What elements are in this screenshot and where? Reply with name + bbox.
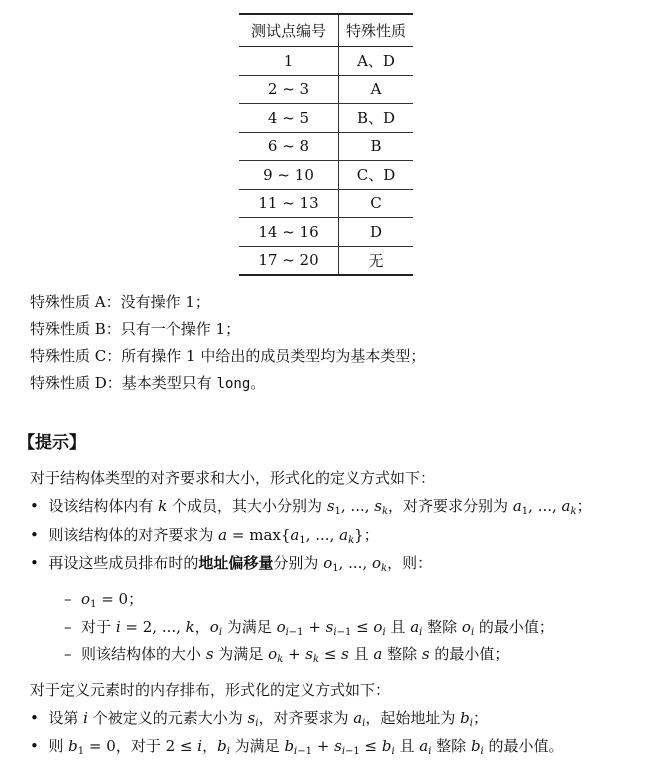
math: $b_i$ xyxy=(217,737,230,757)
math: $o_i$ xyxy=(373,618,386,638)
text: ； xyxy=(363,526,379,544)
math: $b_i$ xyxy=(470,737,484,757)
text: 设第 xyxy=(48,709,84,727)
math: $b_i$ xyxy=(284,737,298,757)
dash-mark: – xyxy=(64,590,82,608)
element-bullet-2 xyxy=(30,735,564,756)
table-header-test-id: 测试点编号 xyxy=(239,14,339,47)
text: 整除 xyxy=(422,618,462,636)
table-row xyxy=(239,246,413,275)
text: ， xyxy=(202,737,218,755)
math: 1 xyxy=(299,535,306,546)
table-cell: 9 ~ 10 xyxy=(239,161,339,190)
table-row xyxy=(239,47,413,76)
math: + xyxy=(312,737,335,755)
math: s xyxy=(326,497,335,515)
struct-bullet-2 xyxy=(30,524,379,545)
text: 且 xyxy=(385,618,411,636)
text: ； xyxy=(128,590,144,608)
dash-item-3 xyxy=(64,643,509,664)
table-cell: 4 ~ 5 xyxy=(239,104,339,133)
property-d-code: long xyxy=(216,376,251,392)
math: $a_k$ xyxy=(339,526,355,546)
text: 为满足 xyxy=(213,645,269,663)
math: $a_i$ xyxy=(419,737,432,757)
text: ，对齐要求为 xyxy=(258,709,354,727)
math: ≤ xyxy=(351,618,374,636)
math: i xyxy=(197,737,203,755)
math: $o_k$ xyxy=(372,554,388,574)
table-row xyxy=(239,75,413,104)
math: i xyxy=(115,618,121,636)
table-cell: 2 ~ 3 xyxy=(239,75,339,104)
math: + xyxy=(283,645,306,663)
bullet-dot: • xyxy=(30,737,49,755)
math: = 0 xyxy=(96,590,129,608)
table-row xyxy=(239,218,413,247)
property-a: 特殊性质 A：没有操作 1； xyxy=(30,293,210,311)
bullet-dot: • xyxy=(30,526,49,544)
table-cell: A、D xyxy=(339,47,414,76)
math: $s_k$ xyxy=(305,645,320,665)
math: s xyxy=(341,645,349,663)
text: 且 xyxy=(348,645,374,663)
table-header-property: 特殊性质 xyxy=(339,14,414,47)
table-row xyxy=(239,161,413,190)
math: 1 xyxy=(334,506,341,517)
text: 为满足 xyxy=(222,618,277,636)
math: 2 ≤ xyxy=(165,737,198,755)
math: $s_i$ xyxy=(334,737,346,757)
math: $s_i$ xyxy=(325,618,337,638)
text: 再设这些成员排布时的 xyxy=(48,554,199,572)
text: 且 xyxy=(394,737,420,755)
dash-item-2 xyxy=(64,616,554,637)
text: 分别为 xyxy=(273,554,324,572)
math: a xyxy=(290,526,300,544)
table-cell: 无 xyxy=(339,246,414,275)
text: 个成员，其大小分别为 xyxy=(167,497,327,515)
math: $s_k$ xyxy=(374,497,389,517)
text: 则该结构体的对齐要求为 xyxy=(48,526,219,544)
math: , ..., xyxy=(338,554,372,572)
table-cell: B xyxy=(339,132,414,161)
math: o xyxy=(81,590,91,608)
struct-bullet-3 xyxy=(30,552,432,573)
table-cell: 17 ~ 20 xyxy=(239,246,339,275)
table-row xyxy=(239,132,413,161)
property-d-text: 特殊性质 D：基本类型只有 xyxy=(30,374,217,392)
text: 则 xyxy=(48,737,69,755)
text: 设该结构体内有 xyxy=(48,497,159,515)
math: s xyxy=(205,645,214,663)
math: , ..., xyxy=(305,526,340,544)
bullet-dot: • xyxy=(30,554,49,572)
text: ， xyxy=(194,618,210,636)
math: , ..., xyxy=(340,497,375,515)
text: ，对齐要求分别为 xyxy=(388,497,513,515)
text: 则该结构体的大小 xyxy=(81,645,206,663)
bullet-dot: • xyxy=(30,497,49,515)
math: $a_i$ xyxy=(353,709,366,729)
property-b: 特殊性质 B：只有一个操作 1； xyxy=(30,320,241,338)
math: 1 xyxy=(521,506,529,517)
table-cell: D xyxy=(339,218,414,247)
bold-term: 地址偏移量 xyxy=(198,554,274,572)
table-cell: A xyxy=(339,75,414,104)
math: 1 xyxy=(77,746,85,757)
text: 为满足 xyxy=(229,737,285,755)
math: + xyxy=(303,618,326,636)
dash-mark: – xyxy=(64,618,82,636)
text: 的最小值； xyxy=(474,618,554,636)
math: o xyxy=(323,554,333,572)
math: , ..., xyxy=(528,497,562,515)
text: 对于 xyxy=(81,618,116,636)
property-c: 特殊性质 C：所有操作 1 中给出的成员类型均为基本类型； xyxy=(30,347,426,365)
math: $o_i$ xyxy=(461,618,475,638)
table-row xyxy=(239,104,413,133)
math: −1 xyxy=(345,746,360,757)
math: b xyxy=(68,737,78,755)
math: a xyxy=(373,645,383,663)
text: ； xyxy=(576,497,592,515)
math: 1 xyxy=(332,563,339,574)
math: −1 xyxy=(297,746,312,757)
math: $a_k$ xyxy=(561,497,577,517)
math: k xyxy=(185,618,195,636)
text: 个被定义的元素大小为 xyxy=(87,709,248,727)
hint-heading: 【提示】 xyxy=(18,433,86,453)
table-cell: 6 ~ 8 xyxy=(239,132,339,161)
text: ，对于 xyxy=(115,737,166,755)
bullet-dot: • xyxy=(30,709,49,727)
text: ，则： xyxy=(387,554,433,572)
dash-item-1 xyxy=(64,588,143,609)
math: $b_i$ xyxy=(460,709,473,729)
text: 整除 xyxy=(431,737,471,755)
math: 1 xyxy=(90,599,97,610)
math: a xyxy=(218,526,228,544)
text: 整除 xyxy=(382,645,422,663)
table-cell: 14 ~ 16 xyxy=(239,218,339,247)
text: ，起始地址为 xyxy=(365,709,461,727)
math: ≤ xyxy=(319,645,342,663)
math: $o_i$ xyxy=(209,618,223,638)
math: −1 xyxy=(288,627,304,638)
table-cell: 1 xyxy=(239,47,339,76)
math: ≤ xyxy=(359,737,382,755)
math: $o_k$ xyxy=(268,645,284,665)
math: −1 xyxy=(336,627,352,638)
element-intro: 对于定义元素时的内存排布，形式化的定义方式如下： xyxy=(30,681,391,699)
text: ； xyxy=(472,709,488,727)
math: k xyxy=(158,497,168,515)
math: s xyxy=(421,645,430,663)
dash-mark: – xyxy=(64,645,82,663)
table-cell: 11 ~ 13 xyxy=(239,189,339,218)
element-bullet-1 xyxy=(30,707,488,728)
math: $b_i$ xyxy=(381,737,395,757)
text: 的最小值； xyxy=(429,645,510,663)
table-cell: C、D xyxy=(339,161,414,190)
math: } xyxy=(354,526,364,544)
property-d-suffix: 。 xyxy=(250,374,266,392)
math: = 0 xyxy=(84,737,116,755)
property-d xyxy=(30,372,265,393)
test-point-table xyxy=(239,13,413,276)
text: 的最小值。 xyxy=(483,737,564,755)
math: $s_i$ xyxy=(247,709,259,729)
table-cell: C xyxy=(339,189,414,218)
math: i xyxy=(83,709,88,727)
math: = 2, ..., xyxy=(120,618,186,636)
struct-bullet-1 xyxy=(30,495,592,516)
math: a xyxy=(512,497,522,515)
table-cell: B、D xyxy=(339,104,414,133)
math: $o_i$ xyxy=(276,618,289,638)
math: $a_i$ xyxy=(410,618,423,638)
math: = max{ xyxy=(227,526,291,544)
table-header-row xyxy=(239,14,413,47)
table-row xyxy=(239,189,413,218)
struct-intro: 对于结构体类型的对齐要求和大小，形式化的定义方式如下： xyxy=(30,469,436,487)
